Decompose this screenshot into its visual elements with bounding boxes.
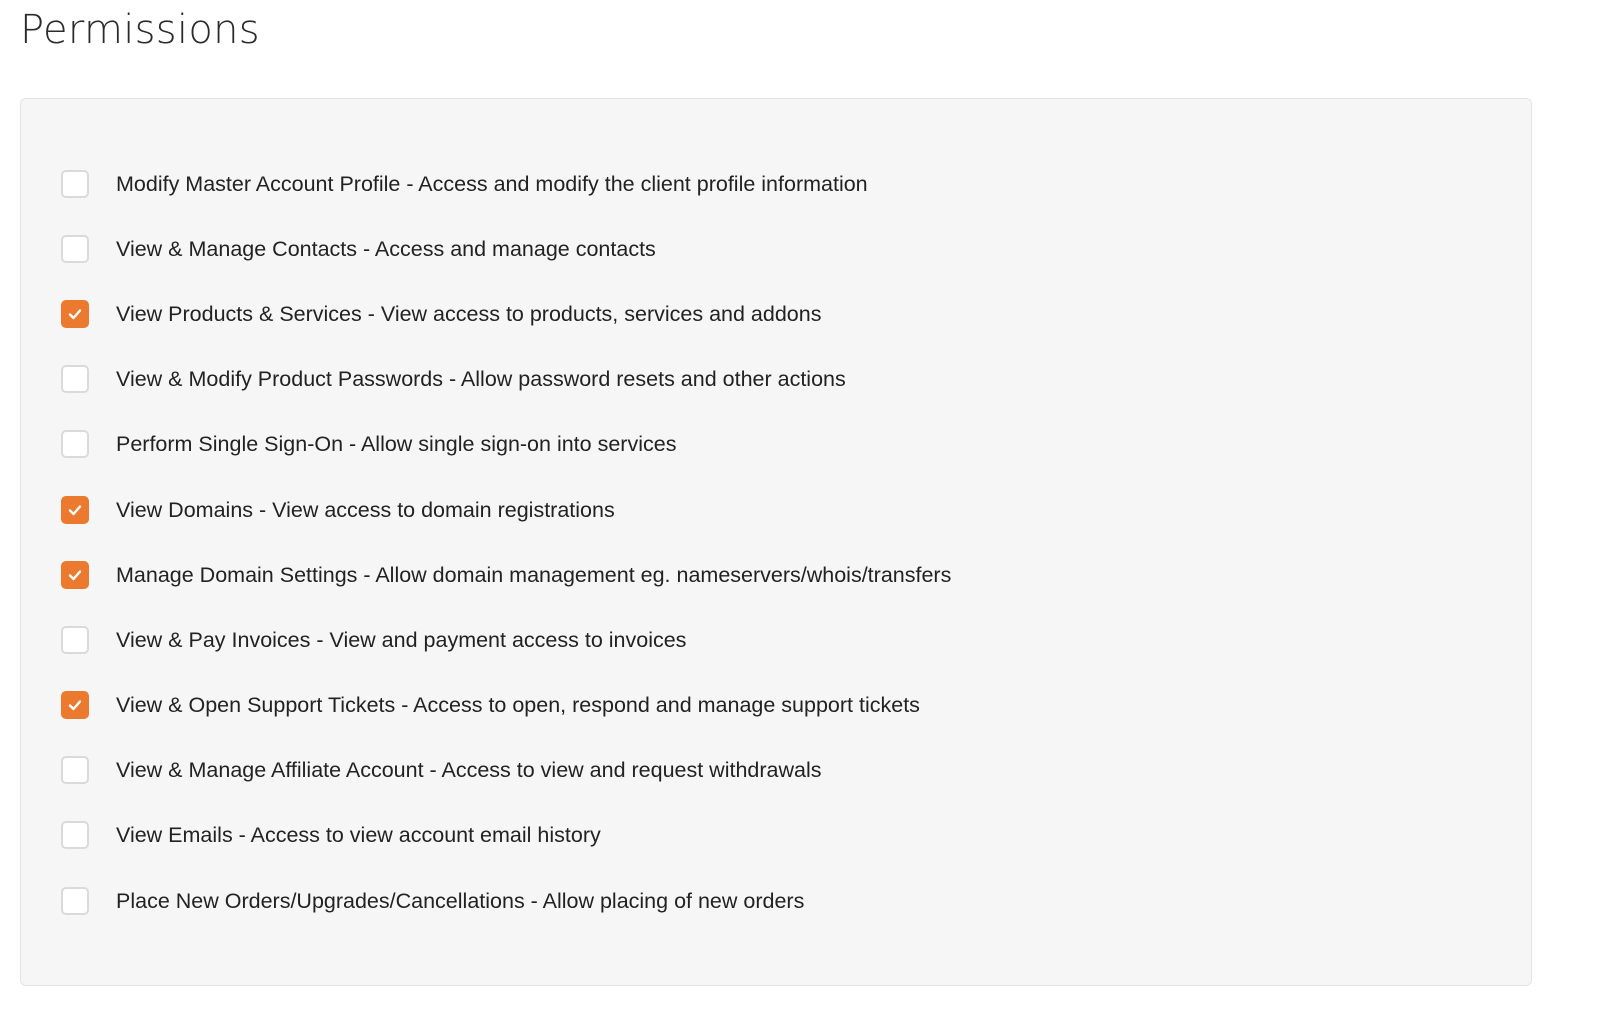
permission-label: View & Pay Invoices - View and payment access to invoices [116,627,687,652]
permission-checkbox[interactable] [61,756,89,784]
check-icon [67,502,83,518]
permission-row-view-products-services[interactable] [61,281,951,346]
permission-checkbox[interactable] [61,626,89,654]
permission-row-modify-master-account-profile[interactable] [61,151,951,216]
permission-checkbox[interactable] [61,821,89,849]
permission-row-view-open-support-tickets[interactable] [61,673,951,738]
permission-label: View Products & Services - View access to products, services and addons [116,301,822,326]
permission-row-view-emails[interactable] [61,803,951,868]
check-icon [67,306,83,322]
page-title: Permissions [20,7,260,53]
permission-row-view-modify-product-passwords[interactable] [61,347,951,412]
permission-checkbox[interactable] [61,561,89,589]
permissions-list [61,151,951,933]
permission-checkbox[interactable] [61,235,89,263]
permission-checkbox[interactable] [61,170,89,198]
permission-label: View Domains - View access to domain registrations [116,497,615,522]
permission-row-view-domains[interactable] [61,477,951,542]
permission-label: View & Open Support Tickets - Access to open, respond and manage support tickets [116,693,920,718]
permission-checkbox[interactable] [61,365,89,393]
permission-label: Place New Orders/Upgrades/Cancellations - Allow placing of new orders [116,888,805,913]
permission-row-view-manage-contacts[interactable] [61,216,951,281]
permission-row-manage-domain-settings[interactable] [61,542,951,607]
permission-row-place-new-orders[interactable] [61,868,951,933]
permission-checkbox[interactable] [61,887,89,915]
check-icon [67,697,83,713]
permission-label: Perform Single Sign-On - Allow single sign-on into services [116,432,677,457]
permission-label: Manage Domain Settings - Allow domain management eg. nameservers/whois/transfers [116,562,952,587]
permission-checkbox[interactable] [61,496,89,524]
permission-label: View & Manage Contacts - Access and manage contacts [116,236,656,261]
permission-row-view-manage-affiliate-account[interactable] [61,738,951,803]
permission-checkbox[interactable] [61,300,89,328]
permission-label: View Emails - Access to view account email history [116,823,601,848]
permissions-panel [20,98,1532,986]
check-icon [67,567,83,583]
permission-checkbox[interactable] [61,691,89,719]
permission-label: View & Modify Product Passwords - Allow password resets and other actions [116,367,846,392]
permission-row-view-pay-invoices[interactable] [61,607,951,672]
permission-checkbox[interactable] [61,430,89,458]
permission-label: Modify Master Account Profile - Access and modify the client profile information [116,171,868,196]
permission-row-perform-single-sign-on[interactable] [61,412,951,477]
permission-label: View & Manage Affiliate Account - Access to view and request withdrawals [116,758,822,783]
